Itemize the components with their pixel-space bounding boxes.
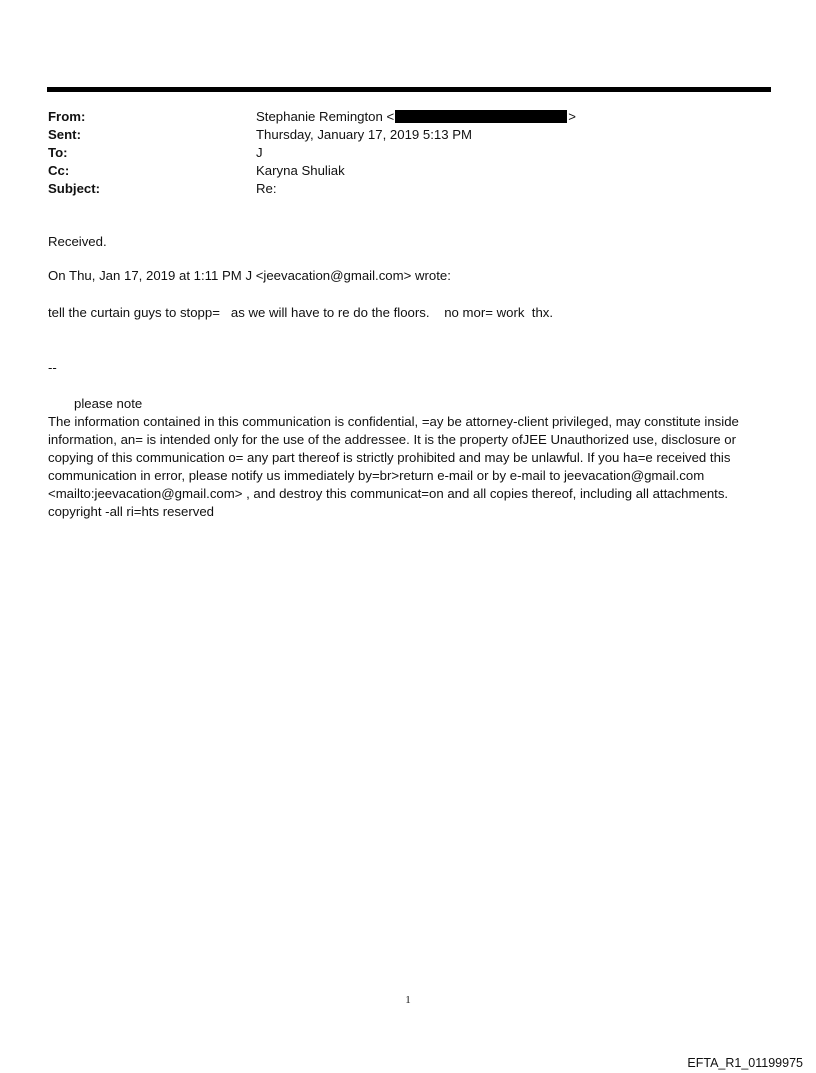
page-number: 1: [405, 994, 411, 1006]
cc-label: Cc:: [48, 163, 70, 178]
from-name: Stephanie Remington: [256, 109, 383, 124]
disclaimer-line: copyright -all ri=hts reserved: [48, 504, 215, 519]
to-value: J: [256, 145, 263, 160]
quoted-message: tell the curtain guys to stopp= as we will have to re do the floors. no mor= work thx.: [48, 305, 554, 320]
header-rule: [47, 87, 771, 92]
from-label: From:: [48, 109, 86, 124]
from-bracket-close: >: [568, 109, 576, 124]
to-label: To:: [48, 145, 68, 160]
signature-separator: --: [48, 360, 57, 375]
note-title: please note: [74, 396, 143, 411]
document-id: EFTA_R1_01199975: [687, 1056, 803, 1070]
quote-header: On Thu, Jan 17, 2019 at 1:11 PM J <jeevacation@gmail.com> wrote:: [48, 268, 451, 283]
cc-value: Karyna Shuliak: [256, 163, 345, 178]
sent-value: Thursday, January 17, 2019 5:13 PM: [256, 127, 473, 142]
disclaimer-line: information, an= is intended only for the use of the addressee. It is the property ofJEE Unauthorized use, disclosure or: [48, 432, 736, 447]
disclaimer-line: The information contained in this communication is confidential, =ay be attorney-client privileged, may constitute inside: [48, 414, 739, 429]
from-value: [256, 108, 576, 126]
disclaimer-line: copying of this communication o= any part thereof is strictly prohibited and may be unlawful. If you ha=e received this: [48, 450, 731, 465]
reply-text: Received.: [48, 234, 107, 249]
subject-label: Subject:: [48, 181, 101, 196]
disclaimer-line: communication in error, please notify us immediately by=br>return e-mail or by e-mail to jeevacation@gmail.com: [48, 468, 705, 483]
redaction-box: [395, 110, 567, 123]
sent-label: Sent:: [48, 127, 81, 142]
disclaimer-line: <mailto:jeevacation@gmail.com> , and destroy this communicat=on and all copies thereof, including all attachments.: [48, 486, 729, 501]
from-bracket-open: <: [386, 109, 395, 124]
subject-value: Re:: [256, 181, 277, 196]
